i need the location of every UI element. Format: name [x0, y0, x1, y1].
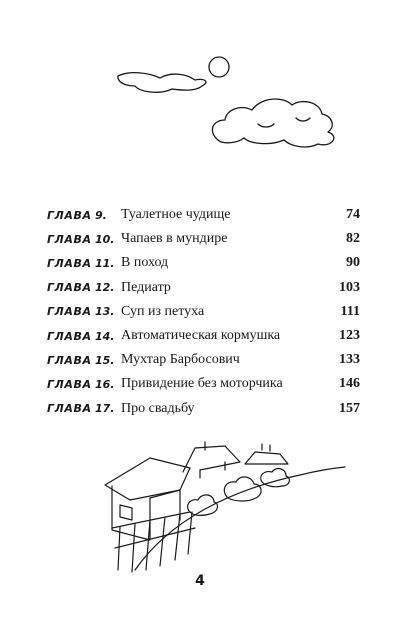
chapter-page: 146 — [339, 376, 360, 392]
toc-row[interactable] — [47, 348, 360, 372]
chapter-title: Про свадьбу — [121, 400, 195, 416]
chapter-number: 14. — [95, 329, 115, 343]
toc-row[interactable] — [47, 203, 360, 227]
chapter-page: 74 — [346, 207, 360, 223]
chapter-label: ГЛАВА — [47, 377, 92, 391]
chapter-title: Суп из петуха — [121, 303, 205, 319]
chapter-page: 123 — [339, 328, 360, 344]
chapter-page: 111 — [340, 303, 360, 319]
toc-row[interactable] — [47, 397, 360, 421]
chapter-label: ГЛАВА — [47, 281, 92, 295]
fence-icon — [112, 512, 195, 572]
chapter-label: ГЛАВА — [47, 402, 92, 416]
chapter-page: 82 — [346, 231, 360, 247]
hill-line — [135, 467, 345, 570]
chapter-title: В поход — [121, 255, 169, 271]
chapter-label: ГЛАВА — [47, 353, 92, 367]
chapter-number: 9. — [95, 208, 107, 222]
house-far-icon — [245, 444, 288, 464]
chapter-title: Педиатр — [121, 279, 171, 295]
chapter-number: 15. — [95, 353, 115, 367]
chapter-title: Туалетное чудище — [121, 207, 231, 223]
toc-row[interactable] — [47, 227, 360, 251]
chapter-title: Мухтар Барбосович — [121, 352, 240, 368]
toc-row[interactable] — [47, 300, 360, 324]
cloud-left-icon — [118, 73, 206, 93]
toc-row[interactable] — [47, 251, 360, 275]
chapter-page: 157 — [339, 400, 360, 416]
house-left-icon — [105, 458, 190, 540]
chapter-number: 11. — [95, 256, 115, 270]
chapter-number: 12. — [95, 281, 115, 295]
chapter-page: 90 — [346, 255, 360, 271]
chapter-title: Автоматическая кормушка — [121, 328, 281, 344]
chapter-title: Привидение без моторчика — [121, 376, 283, 392]
chapter-title: Чапаев в мундире — [121, 231, 228, 247]
chapter-number: 17. — [95, 402, 115, 416]
chapter-page: 103 — [339, 279, 360, 295]
chapter-number: 10. — [95, 232, 115, 246]
page-number: 4 — [195, 573, 205, 589]
toc-row[interactable] — [47, 324, 360, 348]
chapter-page: 133 — [339, 352, 360, 368]
chapter-label: ГЛАВА — [47, 305, 92, 319]
village-hill-illustration — [0, 420, 400, 580]
toc-row[interactable] — [47, 276, 360, 300]
chapter-label: ГЛАВА — [47, 256, 92, 270]
table-of-contents — [47, 203, 360, 421]
sun-and-clouds-illustration — [0, 40, 400, 150]
sun-icon — [209, 57, 229, 77]
chapter-number: 13. — [95, 305, 115, 319]
cloud-right-icon — [212, 99, 333, 147]
chapter-label: ГЛАВА — [47, 208, 92, 222]
chapter-label: ГЛАВА — [47, 329, 92, 343]
house-middle-icon — [183, 442, 240, 478]
chapter-number: 16. — [95, 377, 115, 391]
toc-row[interactable] — [47, 372, 360, 396]
bush-icon — [261, 469, 290, 487]
chapter-label: ГЛАВА — [47, 232, 92, 246]
